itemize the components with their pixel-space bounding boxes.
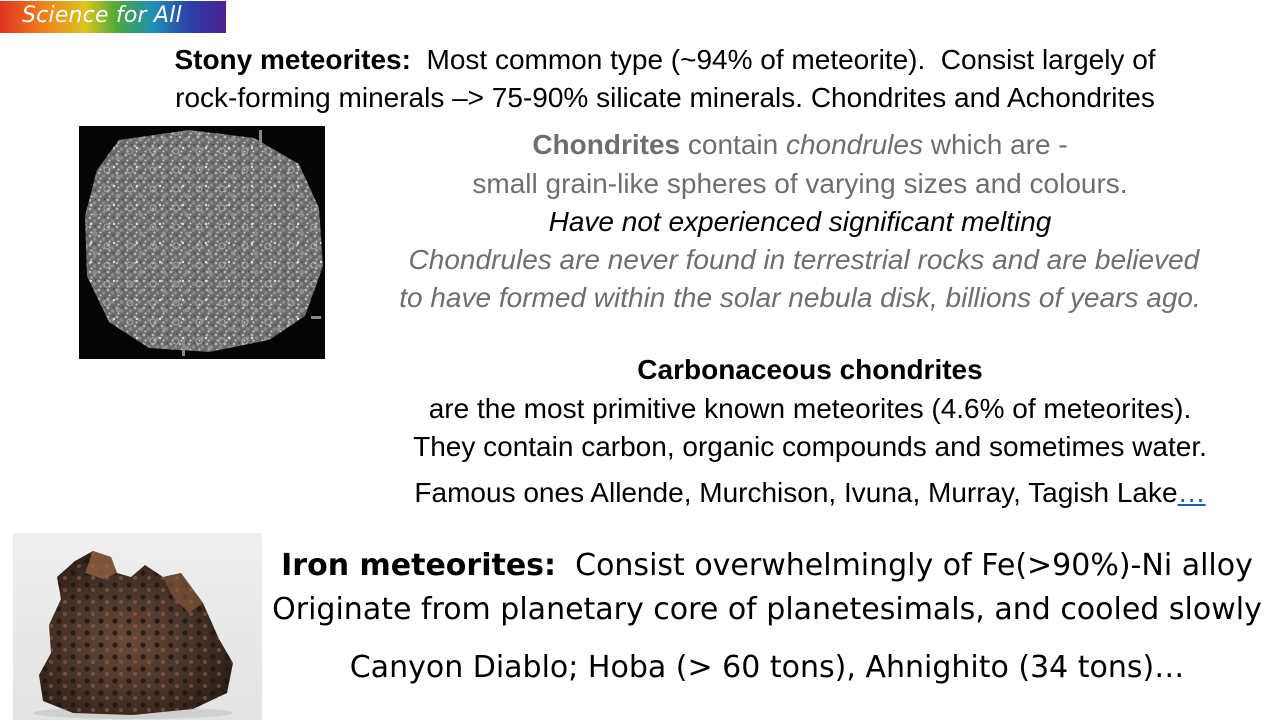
stony-heading — [60, 42, 1270, 78]
stony-description: rock-forming minerals –> 75-90% silicate minerals. Chondrites and Achondrites — [175, 82, 1155, 113]
carbonaceous-title: Carbonaceous chondrites — [637, 354, 983, 385]
brand-label: Science for All — [22, 3, 182, 28]
chondrites-line-4: Chondrules are never found in terrestrial rocks and are believed — [400, 244, 1200, 275]
iron-meteorite-image — [13, 533, 262, 720]
chondrules-term: chondrules — [785, 129, 923, 160]
iron-heading-term: Iron meteorites: — [281, 548, 557, 583]
iron-origin: Originate from planetary core of planetesimals, and cooled slowly — [272, 592, 1262, 627]
carbonaceous-line-3 — [340, 475, 1280, 511]
stony-heading-term: Stony meteorites: — [174, 44, 411, 75]
chondrites-line-3: Have not experienced significant melting — [548, 206, 1052, 237]
stony-heading-text: Most common type (~94% of meteorite). Consist largely of — [410, 44, 1156, 75]
famous-meteorites-text: Famous ones Allende, Murchison, Ivuna, Murray, Tagish Lake — [414, 477, 1178, 508]
chondrite-photo — [79, 126, 325, 359]
chondrites-line-2: small grain-like spheres of varying sizes and colours. — [472, 168, 1128, 199]
carbonaceous-line-1: are the most primitive known meteorites (4.6% of meteorites). — [428, 393, 1192, 424]
chondrite-slice-image — [79, 126, 325, 359]
carbonaceous-line-2: They contain carbon, organic compounds and sometimes water. — [413, 431, 1207, 462]
chondrites-line-1 — [330, 127, 1270, 163]
iron-meteorite-photo — [13, 533, 262, 720]
brand-badge — [0, 1, 226, 33]
iron-heading — [262, 546, 1272, 586]
chondrites-line-1-text-b: which are - — [922, 129, 1068, 160]
chondrites-line-5: to have formed within the solar nebula disk, billions of years ago. — [399, 282, 1201, 313]
chondrites-term: Chondrites — [532, 129, 681, 160]
iron-heading-text: Consist overwhelmingly of Fe(>90%)-Ni alloy — [556, 548, 1253, 583]
chondrites-line-1-text-a: contain — [680, 129, 786, 160]
more-link[interactable]: … — [1177, 477, 1206, 508]
iron-examples: Canyon Diablo; Hoba (> 60 tons), Ahnighito (34 tons)… — [349, 650, 1185, 685]
